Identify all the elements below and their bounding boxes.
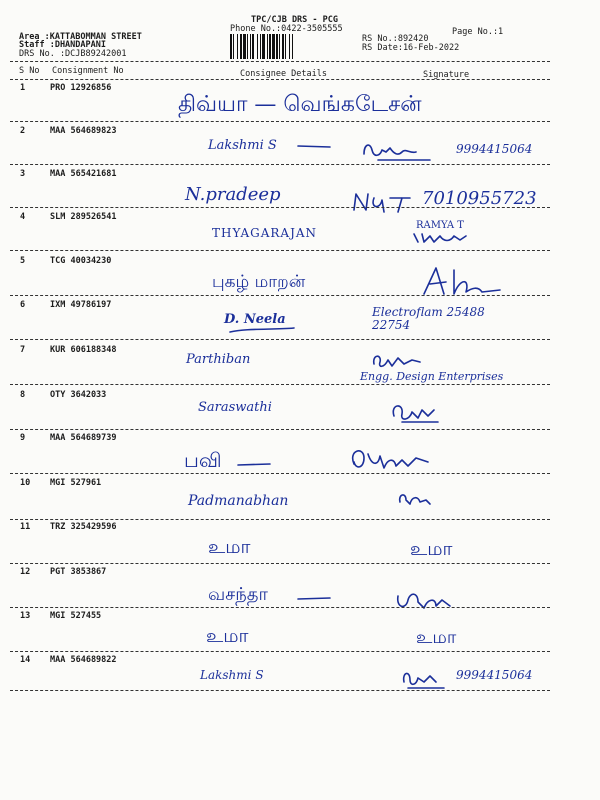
row-7-signature-scribble <box>370 348 430 370</box>
row-2-sno: 2 <box>20 126 26 136</box>
row-divider <box>10 429 550 430</box>
row-4-signature-scribble <box>410 230 480 246</box>
row-7-signature: Engg. Design Enterprises <box>360 370 504 383</box>
row-9-sno: 9 <box>20 433 26 443</box>
barcode-bar <box>240 34 242 59</box>
row-8-sno: 8 <box>20 390 26 400</box>
row-14-signature-scribble <box>400 666 450 690</box>
barcode-bar <box>250 34 251 59</box>
row-12-sno: 12 <box>20 567 31 577</box>
row-12-signature-scribble <box>394 588 464 614</box>
barcode-bar <box>285 34 286 59</box>
row-2-signature-scribble <box>360 140 440 162</box>
row-divider <box>10 339 550 340</box>
row-divider <box>10 295 550 296</box>
barcode-bar <box>237 34 238 59</box>
barcode-bar <box>230 34 232 59</box>
row-13-consignee: உமா <box>206 625 249 647</box>
row-7-consignment: KUR 606188348 <box>50 345 117 355</box>
column-signature: Signature <box>423 70 470 80</box>
row-2-dash-stroke <box>296 140 336 152</box>
row-13-sno: 13 <box>20 611 31 621</box>
barcode <box>228 34 352 59</box>
barcode-bar <box>247 34 248 59</box>
row-6-consignment: IXM 49786197 <box>50 300 112 310</box>
row-1-consignment: PRO 12926856 <box>50 83 112 93</box>
row-2-signature: 9994415064 <box>456 142 533 156</box>
row-7-sno: 7 <box>20 345 26 355</box>
row-divider <box>10 384 550 385</box>
barcode-bar <box>269 34 271 59</box>
row-10-consignee: Padmanabhan <box>188 493 289 509</box>
row-3-consignee: N.pradeep <box>185 184 281 205</box>
barcode-bar <box>276 34 278 59</box>
row-5-consignment: TCG 40034230 <box>50 256 112 266</box>
page-number: Page No.:1 <box>452 27 504 37</box>
row-1-sno: 1 <box>20 83 26 93</box>
row-12-consignment: PGT 3853867 <box>50 567 107 577</box>
barcode-bar <box>257 34 258 59</box>
row-4-sno: 4 <box>20 212 26 222</box>
phone-number: Phone No.:0422-3505555 <box>230 24 343 34</box>
staff-label: Staff :DHANDAPANI <box>19 40 106 50</box>
row-5-sno: 5 <box>20 256 26 266</box>
row-8-consignment: OTY 3642033 <box>50 390 107 400</box>
row-1-consignee: திவ்யா — வெங்கடேசன் <box>178 92 422 117</box>
row-13-signature: உமா <box>416 627 457 648</box>
row-14-sno: 14 <box>20 655 31 665</box>
row-14-consignee: Lakshmi S <box>200 668 264 682</box>
barcode-bar <box>252 34 254 59</box>
barcode-bar <box>262 34 265 59</box>
row-9-consignee: பவி <box>184 448 222 472</box>
row-divider <box>10 121 550 122</box>
barcode-bar <box>279 34 280 59</box>
row-divider <box>10 519 550 520</box>
row-6-underline-stroke <box>228 326 298 336</box>
row-4-signature: RAMYA T <box>416 220 464 231</box>
barcode-bar <box>272 34 275 59</box>
row-14-consignment: MAA 564689822 <box>50 655 117 665</box>
barcode-bar <box>289 34 290 59</box>
area-label: Area :KATTABOMMAN STREET <box>19 32 142 42</box>
row-11-sno: 11 <box>20 522 31 532</box>
row-divider <box>10 651 550 652</box>
row-12-consignee: வசந்தா <box>208 584 268 605</box>
row-3-sno: 3 <box>20 169 26 179</box>
row-10-signature-scribble <box>396 490 436 508</box>
row-6-consignee: D. Neela <box>224 312 286 327</box>
row-divider <box>10 563 550 564</box>
row-7-consignee: Parthiban <box>186 352 251 367</box>
column-consignment: Consignment No <box>52 66 124 76</box>
row-divider <box>10 250 550 251</box>
row-8-consignee: Saraswathi <box>198 400 272 415</box>
row-9-consignment: MAA 564689739 <box>50 433 117 443</box>
row-5-consignee: புகழ் மாறன் <box>212 272 306 292</box>
row-3-signature-scribble <box>350 188 420 216</box>
barcode-bar <box>267 34 268 59</box>
rs-number: RS No.:892420 <box>362 34 429 44</box>
row-2-consignment: MAA 564689823 <box>50 126 117 136</box>
row-11-consignee: உமா <box>208 536 251 558</box>
row-13-consignment: MGI 527455 <box>50 611 102 621</box>
row-divider <box>10 607 550 608</box>
row-9-signature-scribble <box>348 444 438 476</box>
row-6-signature: Electroflam 25488 22754 <box>372 305 485 332</box>
barcode-bar <box>260 34 261 59</box>
row-11-signature: உமா <box>410 538 453 560</box>
row-3-consignment: MAA 565421681 <box>50 169 117 179</box>
header-divider-top <box>10 61 550 62</box>
row-3-signature: 7010955723 <box>422 188 537 209</box>
row-14-signature: 9994415064 <box>456 668 533 682</box>
header-divider-bottom <box>10 79 550 80</box>
row-divider <box>10 164 550 165</box>
drs-number: DRS No. :DCJB89242001 <box>19 49 127 59</box>
row-12-dash-stroke <box>296 594 336 604</box>
row-8-signature-scribble <box>388 396 448 426</box>
row-4-consignment: SLM 289526541 <box>50 212 117 222</box>
row-divider <box>10 690 550 691</box>
column-consignee: Consignee Details <box>240 69 327 79</box>
row-6-sno: 6 <box>20 300 26 310</box>
barcode-bar <box>243 34 246 59</box>
column-sno: S No <box>19 66 40 76</box>
row-divider <box>10 207 550 208</box>
rs-date: RS Date:16-Feb-2022 <box>362 43 460 53</box>
row-divider <box>10 473 550 474</box>
row-2-consignee: Lakshmi S <box>208 138 277 153</box>
barcode-bar <box>282 34 284 59</box>
row-4-consignee: THYAGARAJAN <box>212 226 318 240</box>
sheet-title: TPC/CJB DRS - PCG <box>251 15 338 25</box>
row-9-dash-stroke <box>236 460 276 470</box>
row-11-consignment: TRZ 325429596 <box>50 522 117 532</box>
barcode-bar <box>233 34 234 59</box>
row-10-consignment: MGI 527961 <box>50 478 102 488</box>
row-10-sno: 10 <box>20 478 31 488</box>
barcode-bar <box>292 34 293 59</box>
